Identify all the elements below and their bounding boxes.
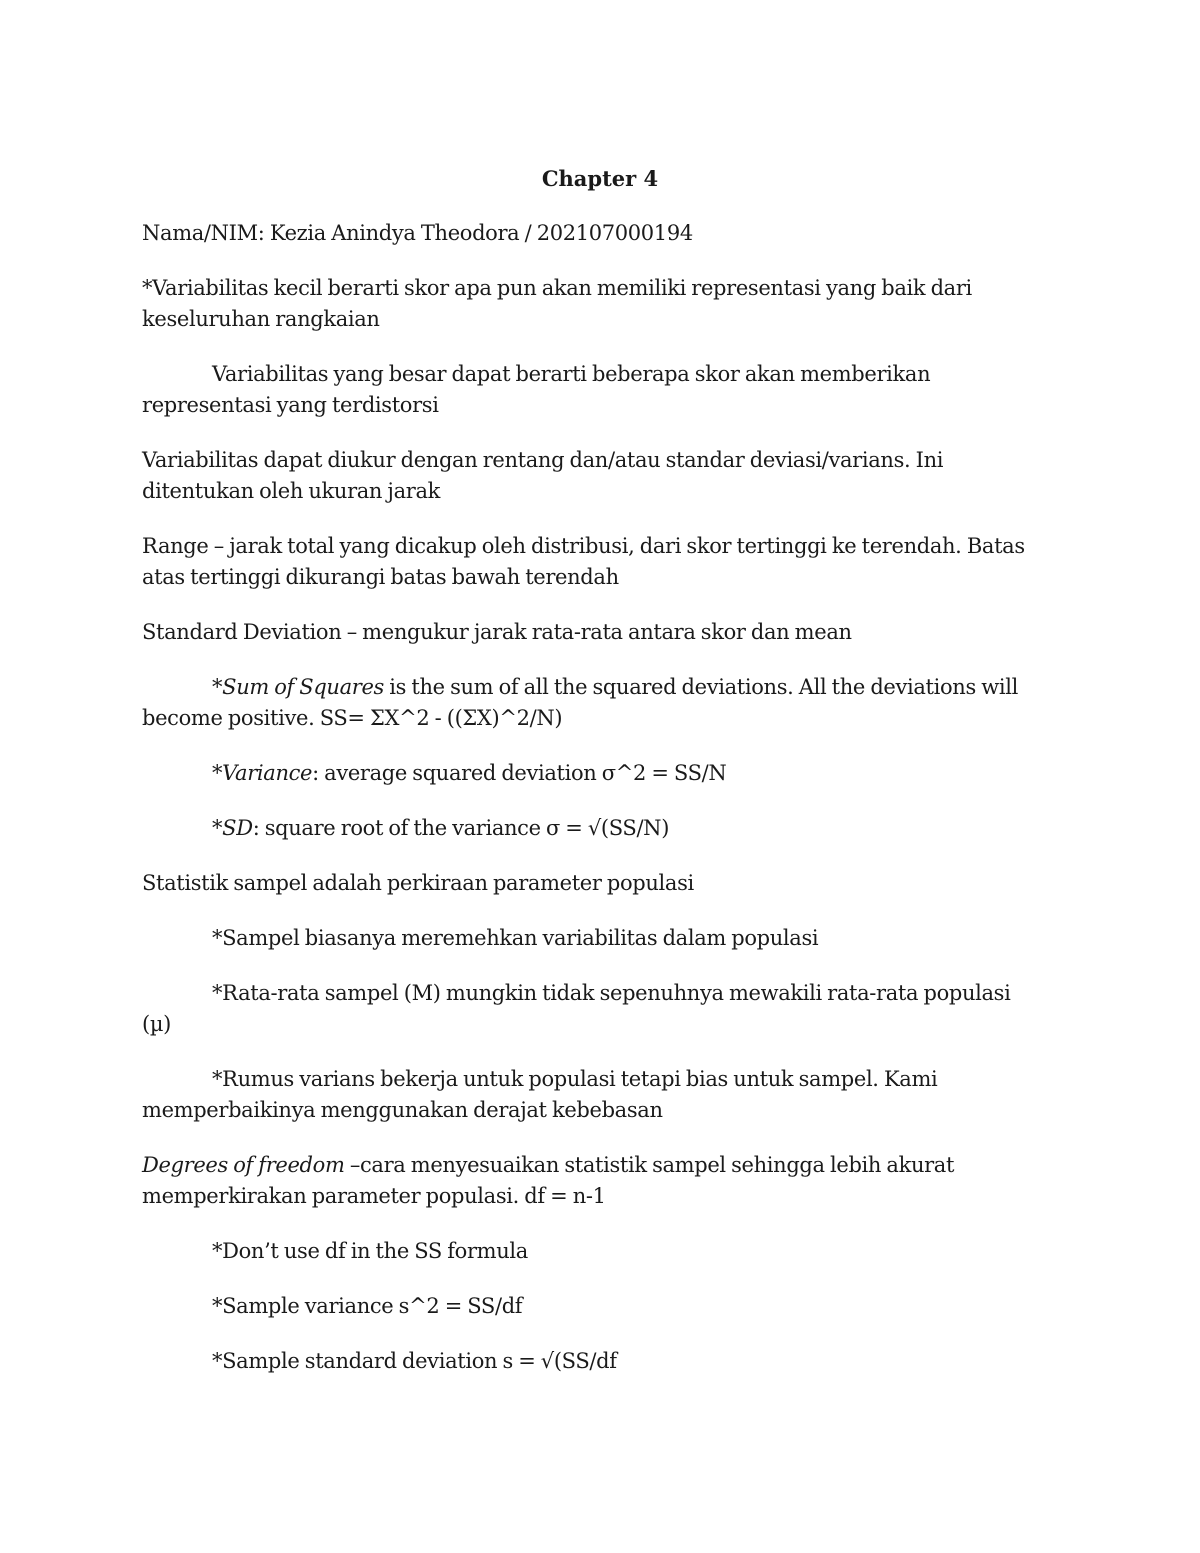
student-info-line: Nama/NIM: Kezia Anindya Theodora / 202107000194 [142,221,693,245]
paragraph-sample-variance: *Sample variance s^2 = SS/df [212,1294,523,1318]
paragraph-variability-measure: Variabilitas dapat diukur dengan rentang dan/atau standar deviasi/varians. Ini ditentukan oleh ukuran jarak [142,448,944,503]
paragraph-variability-large: Variabilitas yang besar dapat berarti beberapa skor akan memberikan representasi yang terdistorsi [142,362,931,417]
degrees-of-freedom-text: –cara menyesuaikan statistik sampel sehingga lebih akurat memperkirakan parameter populasi. df = n-1 [142,1153,955,1208]
paragraph-variance-formula-bias: *Rumus varians bekerja untuk populasi tetapi bias untuk sampel. Kami memperbaikinya menggunakan derajat kebebasan [142,1067,938,1122]
paragraph-sample-mean: *Rata-rata sampel (M) mungkin tidak sepenuhnya mewakili rata-rata populasi (µ) [142,981,1011,1036]
term-degrees-of-freedom: Degrees of freedom [142,1153,345,1177]
document-body [142,218,1042,1401]
page-title: Chapter 4 [541,166,659,191]
paragraph-sample-underestimate: *Sampel biasanya meremehkan variabilitas dalam populasi [212,926,819,950]
paragraph-degrees-of-freedom [142,1150,1042,1212]
term-sd: SD [222,816,253,840]
sd-text: : square root of the variance σ = √(SS/N) [252,816,670,840]
paragraph-variability-small: *Variabilitas kecil berarti skor apa pun akan memiliki representasi yang baik dari keseluruhan rangkaian [142,276,972,331]
paragraph-sd [142,813,1042,844]
paragraph-range: Range – jarak total yang dicakup oleh distribusi, dari skor tertinggi ke terendah. Batas atas tertinggi dikurangi batas bawah terendah [142,534,1025,589]
bullet-marker: * [212,675,223,699]
bullet-marker: * [212,761,223,785]
paragraph-sample-statistic: Statistik sampel adalah perkiraan parameter populasi [142,871,694,895]
variance-text: : average squared deviation σ^2 = SS/N [312,761,727,785]
term-sum-of-squares: Sum of Squares [222,675,384,699]
bullet-marker: * [212,816,223,840]
sum-of-squares-text: is the sum of all the squared deviations. All the deviations will become positive. SS= ΣX^2 - ((ΣX)^2/N) [142,675,1018,730]
paragraph-standard-deviation: Standard Deviation – mengukur jarak rata-rata antara skor dan mean [142,620,852,644]
paragraph-sum-of-squares [142,672,1042,734]
paragraph-sample-sd: *Sample standard deviation s = √(SS/df [212,1349,617,1373]
paragraph-variance [142,758,1042,789]
paragraph-dont-use-df: *Don’t use df in the SS formula [212,1239,528,1263]
term-variance: Variance [222,761,313,785]
